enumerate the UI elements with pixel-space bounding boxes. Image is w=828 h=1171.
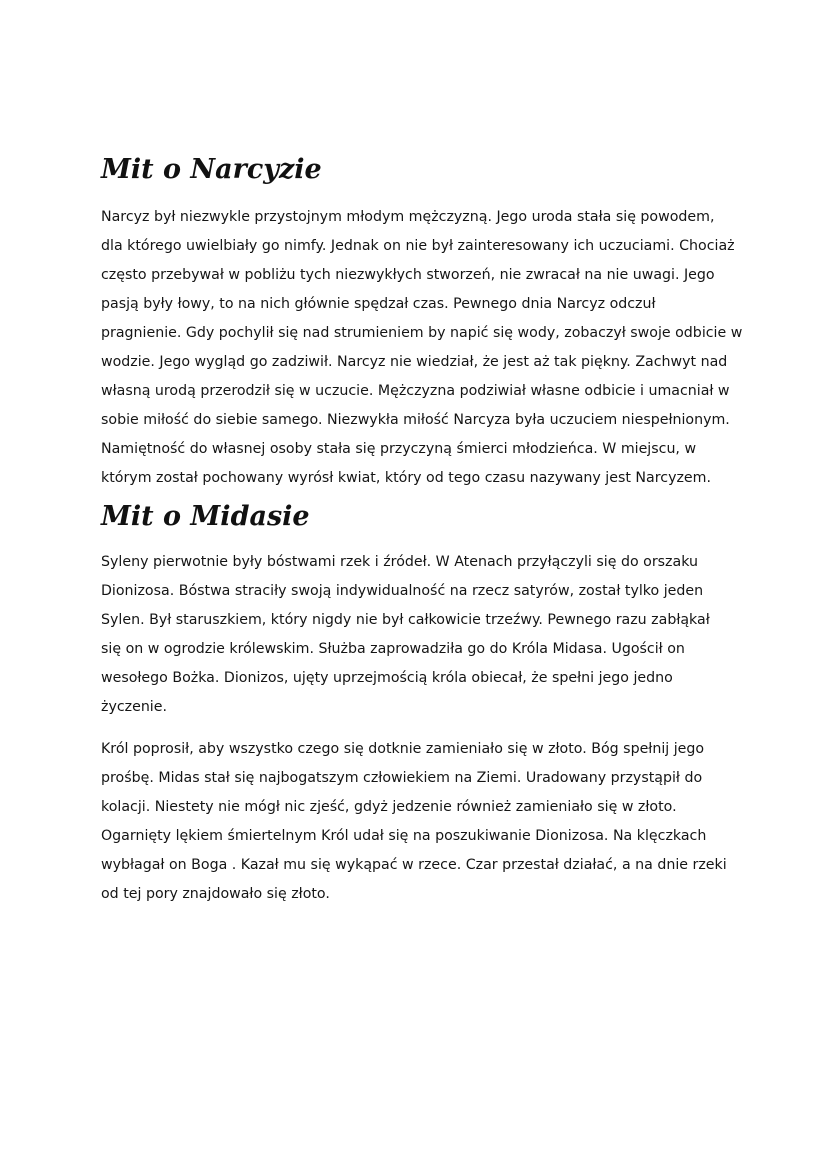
heading-mit-o-midasie: Mit o Midasie xyxy=(101,501,310,532)
text-line: wodzie. Jego wygląd go zadziwił. Narcyz nie wiedział, że jest aż tak piękny. Zachwyt nad xyxy=(101,354,728,370)
text-line: życzenie. xyxy=(101,699,167,715)
text-line: dla którego uwielbiały go nimfy. Jednak on nie był zainteresowany ich uczuciami. Chociaż xyxy=(101,238,735,254)
text-line: własną urodą przerodził się w uczucie. Mężczyzna podziwiał własne odbicie i umacniał w xyxy=(101,383,730,399)
text-line: często przebywał w pobliżu tych niezwykłych stworzeń, nie zwracał na nie uwagi. Jego xyxy=(101,267,715,283)
text-line: Namiętność do własnej osoby stała się przyczyną śmierci młodzieńca. W miejscu, w xyxy=(101,441,697,457)
text-line: Ogarnięty lękiem śmiertelnym Król udał się na poszukiwanie Dionizosa. Na klęczkach xyxy=(101,828,707,844)
text-line: prośbę. Midas stał się najbogatszym człowiekiem na Ziemi. Uradowany przystąpił do xyxy=(101,770,703,786)
paragraph-narcyz xyxy=(101,203,742,493)
paragraph-midas-1 xyxy=(101,548,710,722)
text-line: Syleny pierwotnie były bóstwami rzek i źródeł. W Atenach przyłączyli się do orszaku xyxy=(101,554,698,570)
text-line: wybłagał on Boga . Kazał mu się wykąpać w rzece. Czar przestał działać, a na dnie rzeki xyxy=(101,857,727,873)
text-line: kolacji. Niestety nie mógł nic zjeść, gdyż jedzenie również zamieniało się w złoto. xyxy=(101,799,677,815)
paragraph-midas-2 xyxy=(101,735,727,909)
text-line: pasją były łowy, to na nich głównie spędzał czas. Pewnego dnia Narcyz odczuł xyxy=(101,296,656,312)
heading-mit-o-narcyzie: Mit o Narcyzie xyxy=(101,154,322,185)
text-line: Dionizosa. Bóstwa straciły swoją indywidualność na rzecz satyrów, został tylko jeden xyxy=(101,583,704,599)
text-line: Narcyz był niezwykle przystojnym młodym mężczyzną. Jego uroda stała się powodem, xyxy=(101,209,715,225)
text-line: którym został pochowany wyrósł kwiat, który od tego czasu nazywany jest Narcyzem. xyxy=(101,470,711,486)
text-line: sobie miłość do siebie samego. Niezwykła miłość Narcyza była uczuciem niespełnionym. xyxy=(101,412,730,428)
text-line: się on w ogrodzie królewskim. Służba zaprowadziła go do Króla Midasa. Ugościł on xyxy=(101,641,685,657)
text-line: Sylen. Był staruszkiem, który nigdy nie był całkowicie trzeźwy. Pewnego razu zabłąkał xyxy=(101,612,710,628)
text-line: wesołego Bożka. Dionizos, ujęty uprzejmością króla obiecał, że spełni jego jedno xyxy=(101,670,673,686)
text-line: od tej pory znajdowało się złoto. xyxy=(101,886,330,902)
text-line: pragnienie. Gdy pochylił się nad strumieniem by napić się wody, zobaczył swoje odbicie w xyxy=(101,325,743,341)
text-line: Król poprosił, aby wszystko czego się dotknie zamieniało się w złoto. Bóg spełnij jego xyxy=(101,741,705,757)
